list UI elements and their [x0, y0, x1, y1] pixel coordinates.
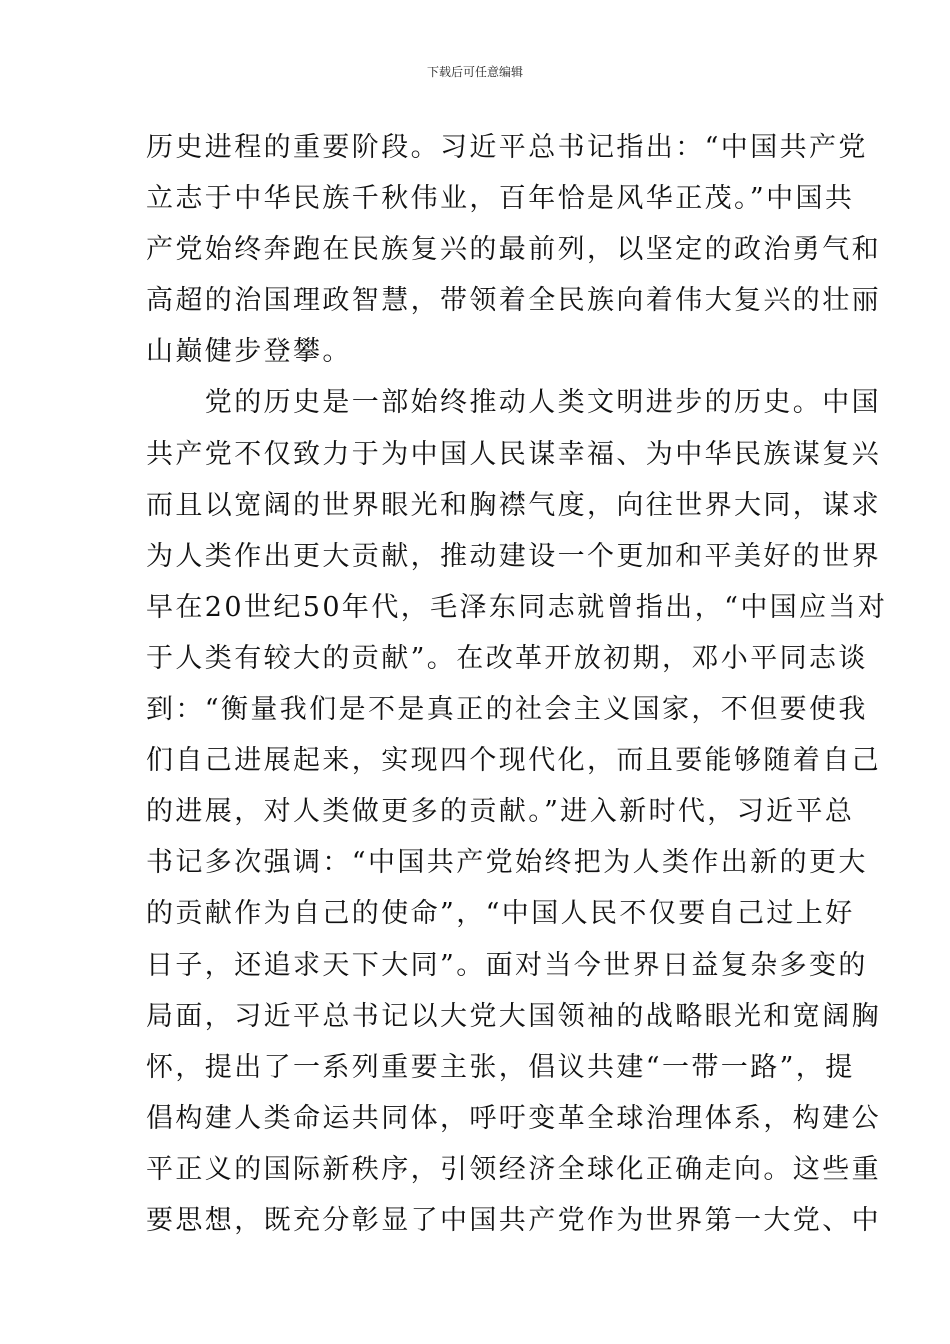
text-line: 的贡献作为自己的使命”，“中国人民不仅要自己过上好 [146, 898, 855, 930]
text-line: 书记多次强调：“中国共产党始终把为人类作出新的更大 [146, 847, 868, 879]
text-line: 产党始终奔跑在民族复兴的最前列，以坚定的政治勇气和 [146, 234, 881, 266]
text-line: 的进展，对人类做更多的贡献。”进入新时代，习近平总 [146, 796, 855, 828]
text-line: 立志于中华民族千秋伟业，百年恰是风华正茂。”中国共 [146, 183, 855, 215]
text-line: 们自己进展起来，实现四个现代化，而且要能够随着自己 [146, 745, 881, 777]
text-line: 怀，提出了一系列重要主张，倡议共建“一带一路”，提 [146, 1051, 855, 1083]
text-line: 平正义的国际新秩序，引领经济全球化正确走向。这些重 [146, 1153, 881, 1185]
text-line: 历史进程的重要阶段。习近平总书记指出：“中国共产党 [146, 132, 868, 163]
text-line: 局面，习近平总书记以大党大国领袖的战略眼光和宽阔胸 [146, 1000, 881, 1032]
text-line: 到：“衡量我们是不是真正的社会主义国家，不但要使我 [146, 694, 868, 726]
document-body [146, 122, 888, 1246]
page-header-note: 下载后可任意编辑 [426, 65, 523, 79]
text-line: 共产党不仅致力于为中国人民谋幸福、为中华民族谋复兴 [146, 438, 881, 470]
text-line: 而且以宽阔的世界眼光和胸襟气度，向往世界大同，谋求 [146, 489, 881, 521]
text-line: 日子，还追求天下大同”。面对当今世界日益复杂多变的 [146, 949, 868, 981]
text-line: 早在20世纪50年代，毛泽东同志就曾指出，“中国应当对 [146, 591, 888, 623]
text-line: 为人类作出更大贡献，推动建设一个更加和平美好的世界 [146, 540, 881, 572]
text-line: 于人类有较大的贡献”。在改革开放初期，邓小平同志谈 [146, 642, 868, 674]
text-line: 高超的治国理政智慧，带领着全民族向着伟大复兴的壮丽 [146, 285, 881, 317]
text-line: 山巅健步登攀。 [146, 336, 352, 368]
text-line: 党的历史是一部始终推动人类文明进步的历史。中国 [146, 387, 881, 419]
text-line: 要思想，既充分彰显了中国共产党作为世界第一大党、中 [146, 1204, 881, 1236]
text-line: 倡构建人类命运共同体，呼吁变革全球治理体系，构建公 [146, 1102, 881, 1134]
